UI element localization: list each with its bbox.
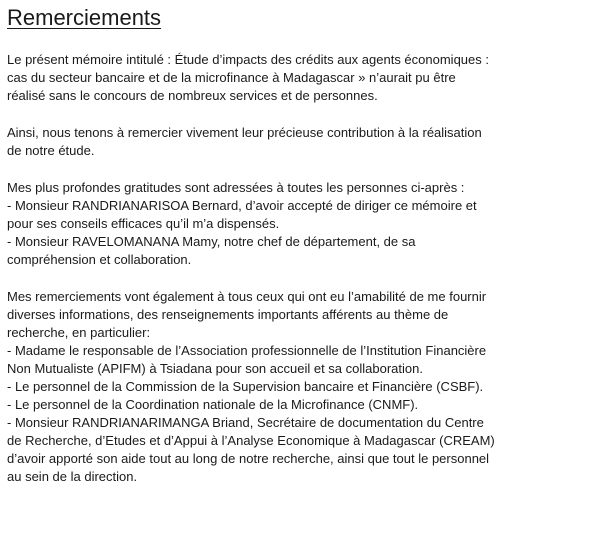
text-line: Le présent mémoire intitulé : Étude d’impacts des crédits aux agents économiques : xyxy=(7,52,489,67)
paragraph-gratitude xyxy=(7,179,608,269)
text-line: Mes plus profondes gratitudes sont adressées à toutes les personnes ci-après : xyxy=(7,180,465,195)
text-line: Non Mutualiste (APIFM) à Tsiadana pour son accueil et sa collaboration. xyxy=(7,361,423,376)
text-line: au sein de la direction. xyxy=(7,469,138,484)
text-line: compréhension et collaboration. xyxy=(7,252,192,267)
text-line: pour ses conseils efficaces qu’il m’a dispensés. xyxy=(7,216,280,231)
text-line: - Madame le responsable de l’Association professionnelle de l’Institution Financière xyxy=(7,343,487,358)
page-title: Remerciements xyxy=(7,5,162,30)
text-line: - Le personnel de la Coordination nationale de la Microfinance (CNMF). xyxy=(7,397,419,412)
text-line: cas du secteur bancaire et de la microfinance à Madagascar » n’aurait pu être xyxy=(7,70,456,85)
text-line: diverses informations, des renseignements importants afférents au thème de xyxy=(7,307,449,322)
paragraph-intro xyxy=(7,51,608,105)
text-line: d’avoir apporté son aide tout au long de notre recherche, ainsi que tout le personnel xyxy=(7,451,490,466)
paragraph-thanks xyxy=(7,124,608,160)
text-line: - Le personnel de la Commission de la Supervision bancaire et Financière (CSBF). xyxy=(7,379,484,394)
text-line: Mes remerciements vont également à tous ceux qui ont eu l’amabilité de me fournir xyxy=(7,289,487,304)
text-line: - Monsieur RAVELOMANANA Mamy, notre chef de département, de sa xyxy=(7,234,416,249)
text-line: - Monsieur RANDRIANARISOA Bernard, d’avoir accepté de diriger ce mémoire et xyxy=(7,198,477,213)
text-line: - Monsieur RANDRIANARIMANGA Briand, Secrétaire de documentation du Centre xyxy=(7,415,484,430)
text-line: de Recherche, d’Etudes et d’Appui à l’Analyse Economique à Madagascar (CREAM) xyxy=(7,433,495,448)
text-line: Ainsi, nous tenons à remercier vivement leur précieuse contribution à la réalisation xyxy=(7,125,482,140)
text-line: recherche, en particulier: xyxy=(7,325,151,340)
text-line: réalisé sans le concours de nombreux services et de personnes. xyxy=(7,88,378,103)
paragraph-acknowledgements xyxy=(7,288,608,486)
text-line: de notre étude. xyxy=(7,143,95,158)
